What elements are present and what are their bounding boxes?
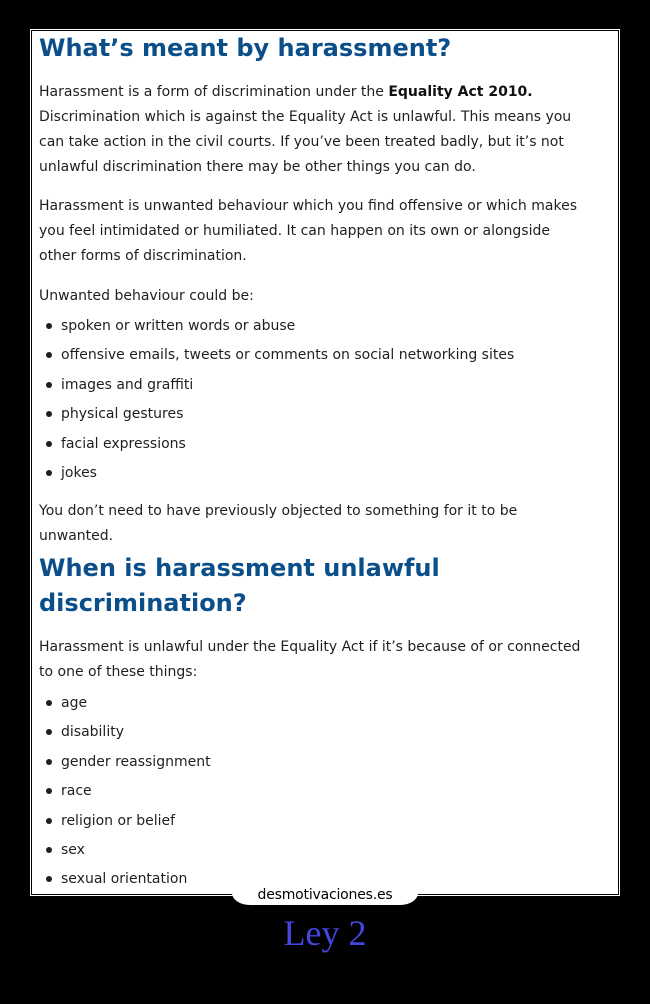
section-heading-unlawful: When is harassment unlawful discrimination? — [39, 554, 440, 617]
section-heading-harassment: What’s meant by harassment? — [39, 34, 452, 62]
watermark-badge: desmotivaciones.es — [232, 884, 418, 905]
bullet-icon — [46, 847, 52, 853]
bullet-icon — [46, 788, 52, 794]
characteristic-item-label: disability — [61, 724, 124, 741]
behaviour-item — [39, 314, 591, 343]
intro-paragraph — [39, 80, 591, 180]
poster-caption: Ley 2 — [283, 913, 367, 953]
characteristic-item — [39, 779, 591, 808]
characteristic-item-label: age — [61, 695, 88, 711]
behaviour-item-label: jokes — [61, 464, 97, 481]
behaviour-item — [39, 402, 591, 431]
bullet-icon — [46, 470, 52, 476]
bullet-icon — [46, 411, 52, 417]
bullet-icon — [46, 729, 52, 735]
behaviour-item-label: physical gestures — [61, 406, 184, 423]
behaviour-item-label: offensive emails, tweets or comments on social networking sites — [61, 347, 515, 364]
behaviour-item-label: spoken or written words or abuse — [61, 318, 296, 334]
intro-text-suffix: Discrimination which is against the Equality Act is unlawful. This means you can take action in the civil courts. If you’ve been treated badly, but it’s not unlawful discrimination there may be other things you can do. — [39, 109, 572, 175]
characteristic-item — [39, 691, 591, 720]
bullet-icon — [46, 700, 52, 706]
bullet-icon — [46, 382, 52, 388]
characteristic-item — [39, 720, 591, 749]
characteristic-item — [39, 750, 591, 779]
bullet-icon — [46, 323, 52, 329]
characteristic-item-label: gender reassignment — [61, 753, 211, 770]
bullet-icon — [46, 759, 52, 765]
behaviour-item — [39, 461, 591, 490]
bullet-icon — [46, 818, 52, 824]
definition-paragraph: Harassment is unwanted behaviour which you find offensive or which makes you feel intimidated or humiliated. It can happen on its own or alongside other forms of discrimination. — [39, 198, 577, 264]
bullet-icon — [46, 352, 52, 358]
behaviour-item — [39, 343, 591, 372]
note-paragraph: You don’t need to have previously objected to something for it to be unwanted. — [39, 503, 518, 544]
behaviour-item — [39, 432, 591, 461]
characteristic-item — [39, 809, 591, 838]
screenshot-panel — [32, 31, 618, 894]
characteristic-item-label: sexual orientation — [61, 871, 188, 888]
behaviour-item-label: images and graffiti — [61, 376, 194, 393]
bullet-icon — [46, 876, 52, 882]
unwanted-behaviour-list — [39, 314, 591, 490]
list-intro: Unwanted behaviour could be: — [39, 288, 254, 304]
protected-characteristics-list — [39, 691, 591, 894]
characteristic-item-label: race — [61, 783, 92, 800]
intro-text-prefix: Harassment is a form of discrimination under the — [39, 84, 389, 100]
bullet-icon — [46, 441, 52, 447]
behaviour-item — [39, 373, 591, 402]
protected-intro-paragraph: Harassment is unlawful under the Equality Act if it’s because of or connected to one of these things: — [39, 639, 581, 680]
characteristic-item-label: religion or belief — [61, 812, 176, 829]
characteristic-item — [39, 838, 591, 867]
behaviour-item-label: facial expressions — [61, 435, 186, 452]
characteristic-item-label: sex — [61, 841, 85, 858]
equality-act-bold: Equality Act 2010. — [388, 84, 533, 100]
